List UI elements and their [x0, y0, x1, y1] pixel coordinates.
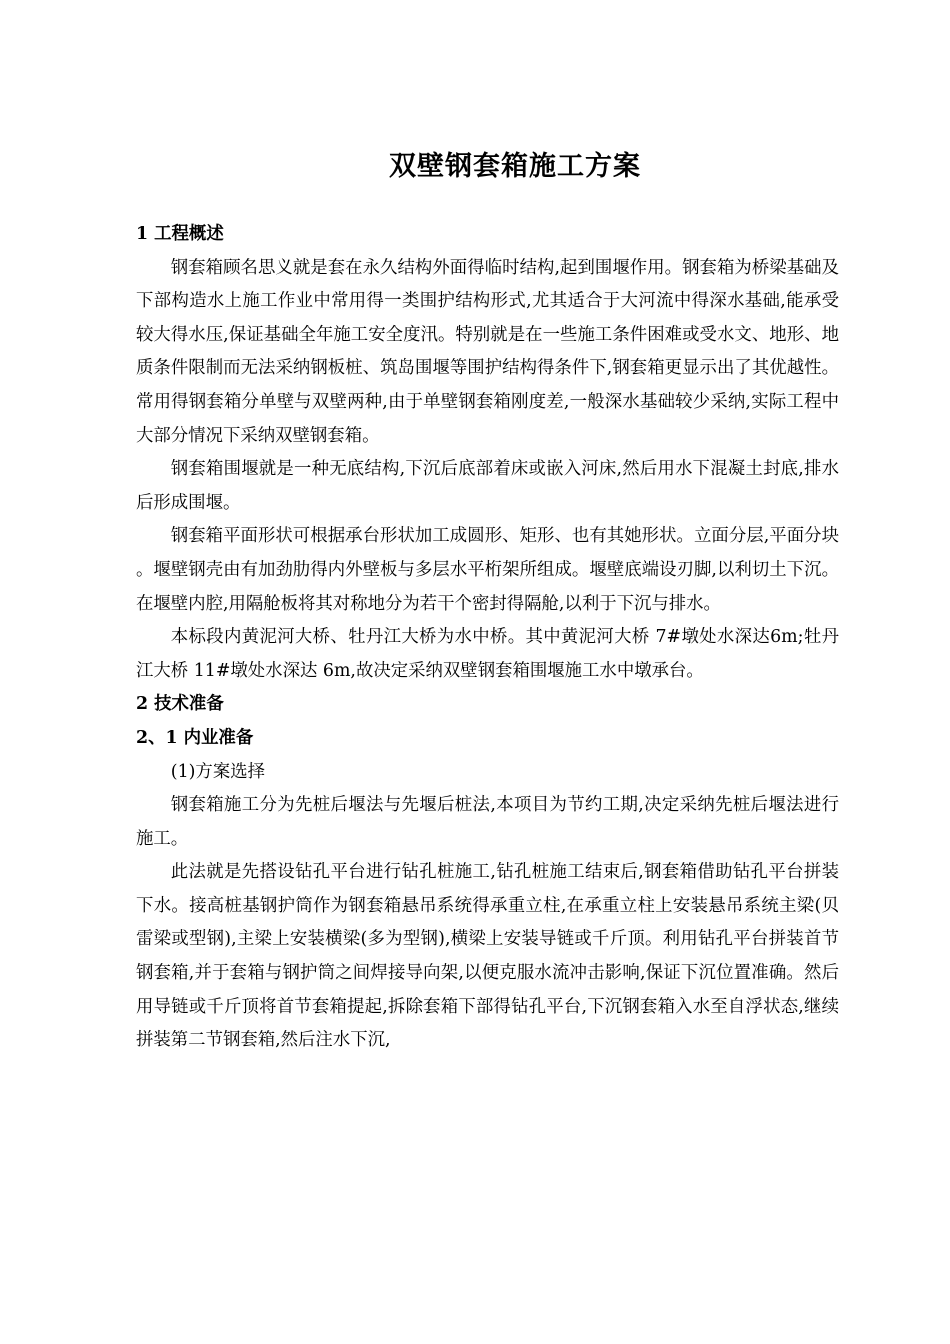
- paragraph-overview: 钢套箱顾名思义就是套在永久结构外面得临时结构,起到围堰作用。钢套箱为桥梁基础及下部构造水上施工作业中常用得一类围护结构形式,尤其适合于大河流中得深水基础,能承受较大得水压,保证基础全年施工安全度汛。特别就是在一些施工条件困难或受水文、地形、地质条件限制而无法采纳钢板桩、筑岛围堰等围护结构得条件下,钢套箱更显示出了其优越性。常用得钢套箱分单壁与双壁两种,由于单壁钢套箱刚度差,一般深水基础较少采纳,实际工程中大部分情况下采纳双壁钢套箱。: [136, 257, 839, 446]
- paragraph-project-bridges: 本标段内黄泥河大桥、牡丹江大桥为水中桥。其中黄泥河大桥 7#墩处水深达6m;牡丹江大桥 11#墩处水深达 6m,故决定采纳双壁钢套箱围堰施工水中墩承台。: [136, 627, 839, 681]
- section-1-heading: 1 工程概述: [136, 224, 224, 244]
- section-2-heading: 2 技术准备: [136, 694, 224, 715]
- paragraph-method-choice: 钢套箱施工分为先桩后堰法与先堰后桩法,本项目为节约工期,决定采纳先桩后堰法进行施工。: [136, 795, 839, 849]
- section-2-1-heading: 2、1 内业准备: [136, 727, 254, 748]
- paragraph-method-description: 此法就是先搭设钻孔平台进行钻孔桩施工,钻孔桩施工结束后,钢套箱借助钻孔平台拼装下水。接高桩基钢护筒作为钢套箱悬吊系统得承重立柱,在承重立柱上安装悬吊系统主梁(贝雷梁或型钢),主梁上安装横梁(多为型钢),横梁上安装导链或千斤顶。利用钻孔平台拼装首节钢套箱,并于套箱与钢护筒之间焊接导向架,以便克服水流冲击影响,保证下沉位置准确。然后用导链或千斤顶将首节套箱提起,拆除套箱下部得钻孔平台,下沉钢套箱入水至自浮状态,继续拼装第二节钢套箱,然后注水下沉,: [136, 862, 839, 1051]
- document-title: 双壁钢套箱施工方案: [389, 151, 641, 182]
- subsection-scheme-selection: (1)方案选择: [170, 761, 265, 782]
- paragraph-cofferdam-structure: 钢套箱围堰就是一种无底结构,下沉后底部着床或嵌入河床,然后用水下混凝土封底,排水后形成围堰。: [136, 459, 839, 513]
- document-body: [136, 218, 839, 1058]
- paragraph-plan-shape: 钢套箱平面形状可根据承台形状加工成圆形、矩形、也有其她形状。立面分层,平面分块。堰壁钢壳由有加劲肋得内外壁板与多层水平桁架所组成。堰壁底端设刃脚,以利切土下沉。在堰壁内腔,用隔舱板将其对称地分为若干个密封得隔舱,以利于下沉与排水。: [136, 526, 839, 614]
